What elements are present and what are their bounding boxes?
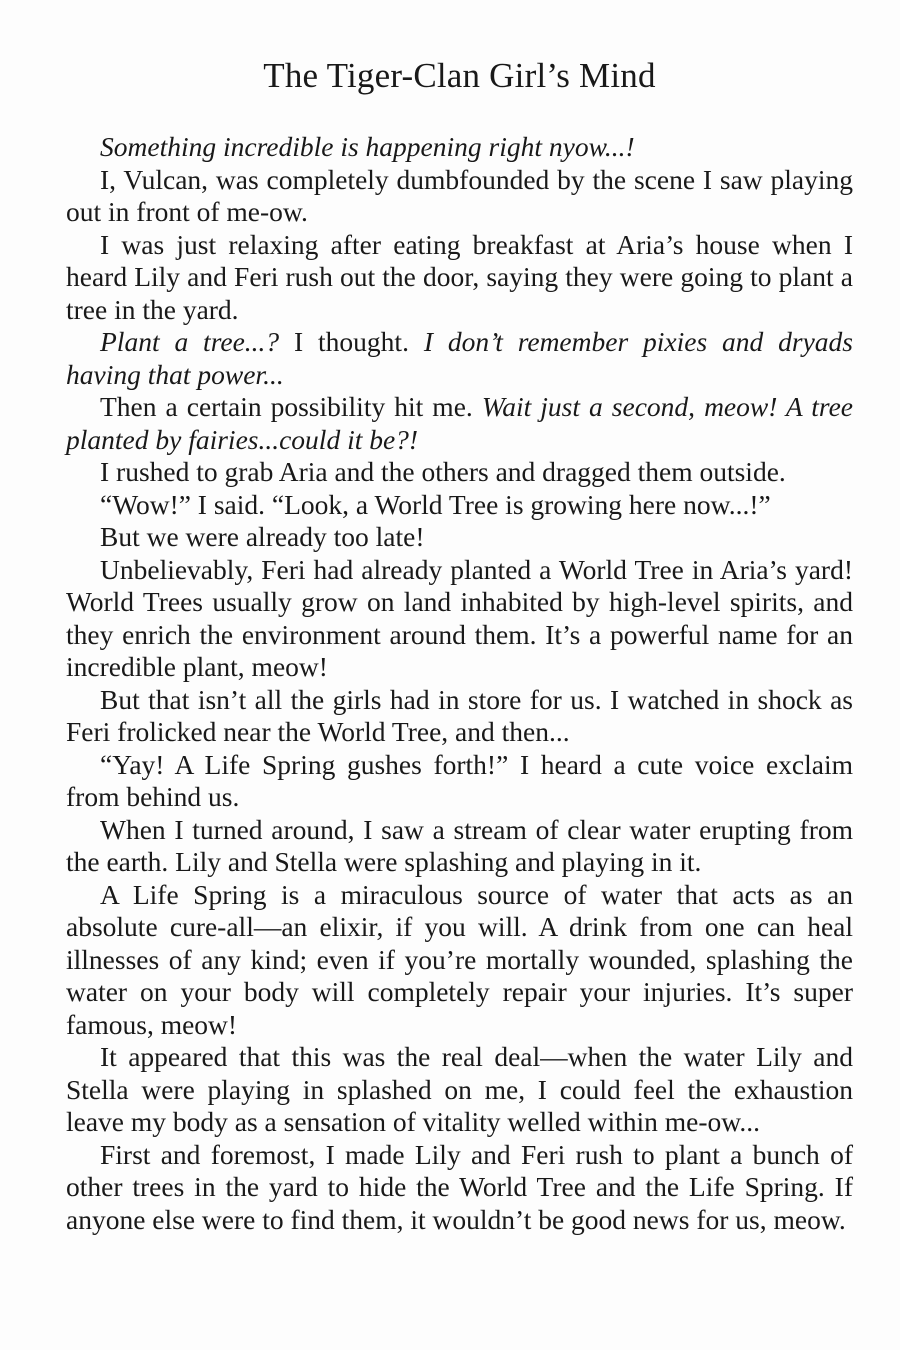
- text-segment: I was just relaxing after eating breakfast at Aria’s house when I heard Lily and Feri rush out the door, saying they were going to plant a tree in the yard.: [66, 228, 853, 325]
- paragraph: [66, 131, 853, 164]
- text-segment: It appeared that this was the real deal—when the water Lily and Stella were playing in splashed on me, I could feel the exhaustion leave my body as a sensation of vitality welled within me-ow...: [66, 1041, 853, 1137]
- text-segment: A Life Spring is a miraculous source of water that acts as an absolute cure-all—an elixir, if you will. A drink from one can heal illnesses of any kind; even if you’re mortally wounded, splashing the water on your body will completely repair your injuries. It’s super famous, meow!: [66, 878, 853, 1040]
- italic-text-segment: Wait just a second, meow! A tree planted by fairies...could it be?!: [66, 391, 853, 455]
- paragraph: [66, 456, 853, 489]
- paragraph: [66, 684, 853, 749]
- paragraph: [66, 489, 853, 522]
- paragraph: [66, 1139, 853, 1237]
- text-segment: I thought.: [279, 326, 424, 357]
- paragraph: [66, 326, 853, 391]
- paragraph: [66, 749, 853, 814]
- text-segment: But that isn’t all the girls had in store for us. I watched in shock as Feri frolicked near the World Tree, and then...: [66, 683, 853, 747]
- italic-text-segment: Something incredible is happening right nyow...!: [100, 131, 635, 162]
- paragraph: [66, 229, 853, 327]
- paragraph: [66, 521, 853, 554]
- paragraph: [66, 814, 853, 879]
- text-segment: But we were already too late!: [100, 521, 425, 552]
- page-body: [66, 131, 853, 1236]
- paragraph: [66, 554, 853, 684]
- text-segment: “Wow!” I said. “Look, a World Tree is growing here now...!”: [100, 488, 771, 520]
- text-segment: Unbelievably, Feri had already planted a World Tree in Aria’s yard! World Trees usually grow on land inhabited by high-level spirits, and they enrich the environment around them. It’s a powerful name for an incredible plant, meow!: [66, 553, 853, 682]
- italic-text-segment: Plant a tree...?: [100, 326, 280, 357]
- italic-text-segment: I don’t remember pixies and dryads having that power...: [66, 326, 853, 390]
- text-segment: I rushed to grab Aria and the others and dragged them outside.: [100, 456, 786, 487]
- paragraph: [66, 1041, 853, 1139]
- text-segment: “Yay! A Life Spring gushes forth!” I heard a cute voice exclaim from behind us.: [66, 748, 853, 812]
- paragraph: [66, 879, 853, 1042]
- text-segment: First and foremost, I made Lily and Feri rush to plant a bunch of other trees in the yard to hide the World Tree and the Life Spring. If anyone else were to find them, it wouldn’t be good news for us, meow.: [66, 1138, 853, 1235]
- text-segment: Then a certain possibility hit me.: [100, 391, 482, 422]
- chapter-title: The Tiger-Clan Girl’s Mind: [263, 56, 656, 95]
- paragraph: [66, 391, 853, 456]
- text-segment: I, Vulcan, was completely dumbfounded by the scene I saw playing out in front of me-ow.: [66, 163, 853, 227]
- paragraph: [66, 164, 853, 229]
- text-segment: When I turned around, I saw a stream of clear water erupting from the earth. Lily and Stella were splashing and playing in it.: [66, 813, 853, 877]
